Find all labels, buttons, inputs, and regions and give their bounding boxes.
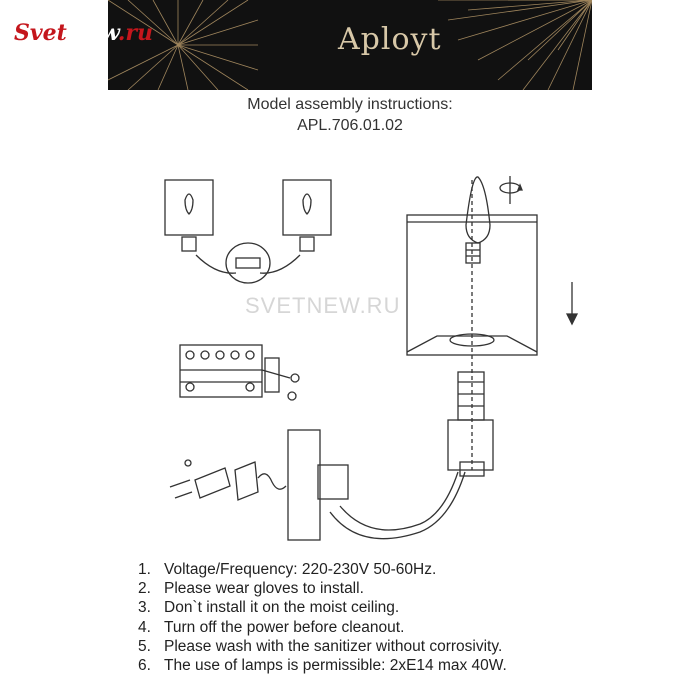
logo-white-text: New [66, 20, 118, 46]
instruction-item: 2. Please wear gloves to install. [138, 580, 364, 598]
rotate-icon [500, 176, 522, 204]
bulb [466, 177, 490, 263]
watermark: SVETNEW.RU [245, 293, 401, 318]
fixture-overview [165, 180, 331, 283]
instructions-list [138, 560, 507, 675]
lamp-socket [458, 372, 484, 420]
instruction-item: 1. Voltage/Frequency: 220-230V 50-60Hz. [138, 561, 437, 578]
mounting-bracket [170, 430, 348, 540]
instruction-item: 3. Don`t install it on the moist ceiling. [138, 599, 400, 617]
model-number: APL.706.01.02 [297, 117, 403, 134]
logo-suffix-text: .ru [117, 20, 153, 46]
logo-red-text: Svet [14, 20, 67, 46]
brand-name: Aployt [338, 22, 442, 57]
wiring-diagram [180, 345, 299, 400]
down-arrow-icon [567, 282, 577, 324]
lamp-arm [330, 420, 493, 539]
instruction-item: 4. Turn off the power before cleanout. [138, 618, 405, 636]
instruction-item: 5. Please wash with the sanitizer without corrosivity. [138, 637, 503, 655]
title-line-1: Model assembly instructions: [247, 96, 453, 113]
instruction-item: 6. The use of lamps is permissible: 2xE14 max 40W. [138, 657, 507, 675]
